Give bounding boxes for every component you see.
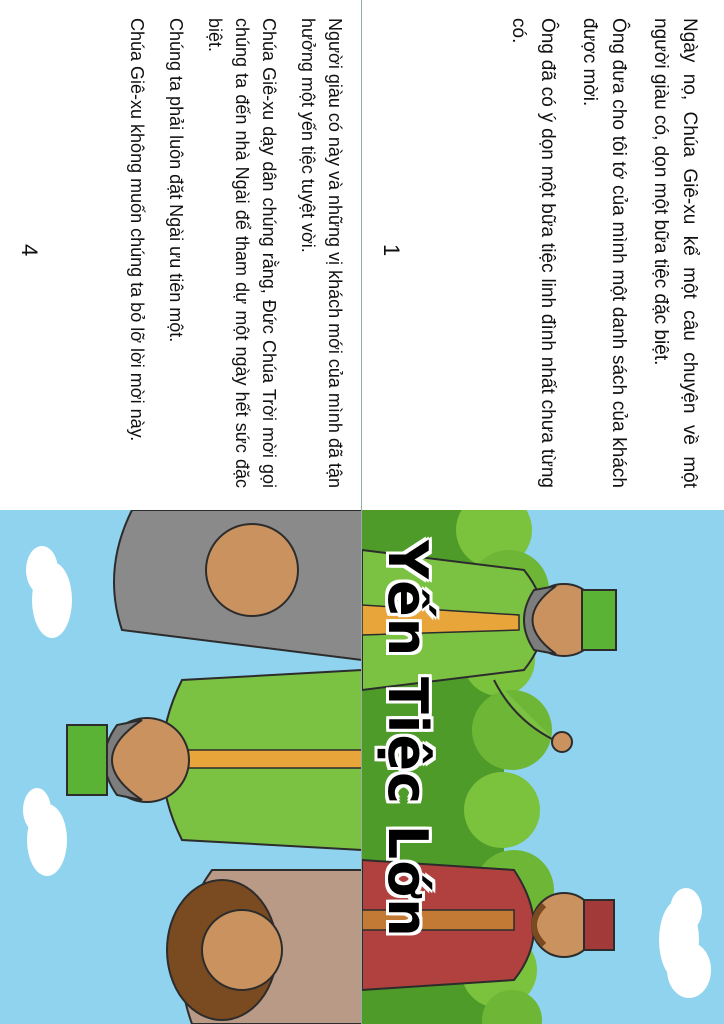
- page-1: [362, 0, 724, 1024]
- woman-brown-hair: [167, 870, 362, 1024]
- page-1-illustration: [362, 510, 724, 1024]
- page-4-paragraph-4: Chúa Giê-xu không muốn chúng ta bỏ lỡ lời mời này.: [127, 18, 147, 442]
- page-1-paragraph-3: Ông đã có ý dọn một bữa tiệc linh đình nhất chưa từng có.: [507, 18, 559, 488]
- guests-scene-illustration: [0, 510, 362, 1024]
- page-4-illustration: [0, 510, 362, 1024]
- page-number: 1: [379, 244, 404, 257]
- page-1-text: [491, 18, 704, 488]
- page-title: Yến Tiệc Lớn: [376, 540, 439, 938]
- page-1-paragraph-1: Ngày nọ, Chúa Giê-xu kể một câu chuyện về một người giàu có, dọn một bữa tiệc đặc biệt.: [649, 18, 700, 488]
- page-number: 4: [17, 244, 42, 257]
- page-4-text: [111, 18, 348, 488]
- fold-divider: [361, 0, 362, 1024]
- page-1-paragraph-2: Ông đưa cho tôi tớ của mình một danh sách của khách được mời.: [578, 18, 630, 488]
- page-4-paragraph-1: Người giàu có này và những vị khách mới của mình đã tận hưởng một yến tiệc tuyệt vời.: [298, 18, 345, 488]
- page-4-paragraph-3: Chúng ta phải luôn đặt Ngài ưu tiên một.: [166, 18, 186, 343]
- page-4-paragraph-2: Chúa Giê-xu dạy dân chúng rằng, Đức Chúa Trời mời gọi chúng ta đến nhà Ngài để tham dự một ngày hết sức đặc biệt.: [205, 18, 279, 488]
